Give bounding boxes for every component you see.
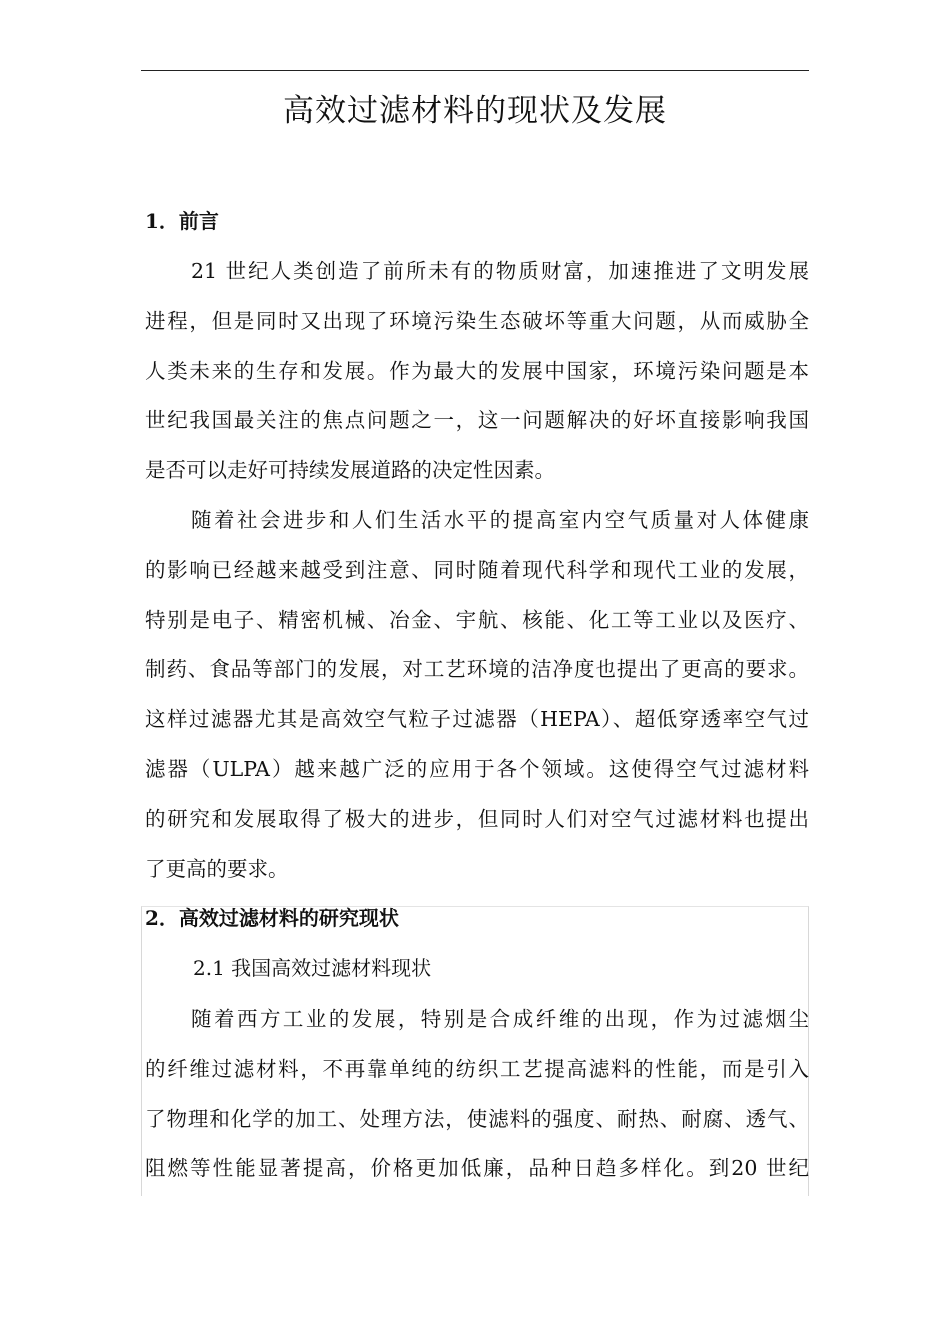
- section-2-heading: 2．高效过滤材料的研究现状: [145, 906, 399, 930]
- text-line: 了物理和化学的加工、处理方法，使滤料的强度、耐热、耐腐、透气、: [145, 1106, 809, 1131]
- text-line: 滤器（ULPA）越来越广泛的应用于各个领域。这使得空气过滤材料: [145, 756, 809, 781]
- text-line: 这样过滤器尤其是高效空气粒子过滤器（HEPA）、超低穿透率空气过: [145, 707, 809, 732]
- section-2-paragraph-1: [145, 995, 809, 1194]
- section-2-1-subheading: 2.1 我国高效过滤材料现状: [193, 956, 432, 980]
- text-line: 是否可以走好可持续发展道路的决定性因素。: [145, 458, 555, 483]
- text-line: 21 世纪人类创造了前所未有的物质财富，加速推进了文明发展: [191, 259, 809, 283]
- text-line: 制药、食品等部门的发展，对工艺环境的洁净度也提出了更高的要求。: [145, 657, 809, 682]
- text-line: 进程，但是同时又出现了环境污染生态破坏等重大问题，从而威胁全: [145, 308, 809, 333]
- document-title: 高效过滤材料的现状及发展: [283, 93, 667, 129]
- text-line: 特别是电子、精密机械、冶金、宇航、核能、化工等工业以及医疗、: [145, 607, 809, 632]
- text-line: 的纤维过滤材料，不再靠单纯的纺织工艺提高滤料的性能，而是引入: [145, 1056, 809, 1081]
- text-line: 人类未来的生存和发展。作为最大的发展中国家，环境污染问题是本: [145, 358, 809, 383]
- text-line: 随着西方工业的发展，特别是合成纤维的出现，作为过滤烟尘: [191, 1007, 809, 1031]
- section-1-heading: 1．前言: [145, 209, 219, 233]
- text-line: 的研究和发展取得了极大的进步，但同时人们对空气过滤材料也提出: [145, 806, 809, 831]
- text-line: 世纪我国最关注的焦点问题之一，这一问题解决的好坏直接影响我国: [145, 408, 809, 433]
- section-1-paragraph-1: [145, 247, 809, 496]
- section-1-paragraph-2: [145, 496, 809, 894]
- text-line: 阻燃等性能显著提高，价格更加低廉，品种日趋多样化。到20 世纪: [145, 1156, 809, 1181]
- header-rule: [141, 70, 809, 71]
- text-line: 了更高的要求。: [145, 856, 289, 881]
- text-line: 随着社会进步和人们生活水平的提高室内空气质量对人体健康: [191, 508, 809, 532]
- text-line: 的影响已经越来越受到注意、同时随着现代科学和现代工业的发展，: [145, 557, 809, 582]
